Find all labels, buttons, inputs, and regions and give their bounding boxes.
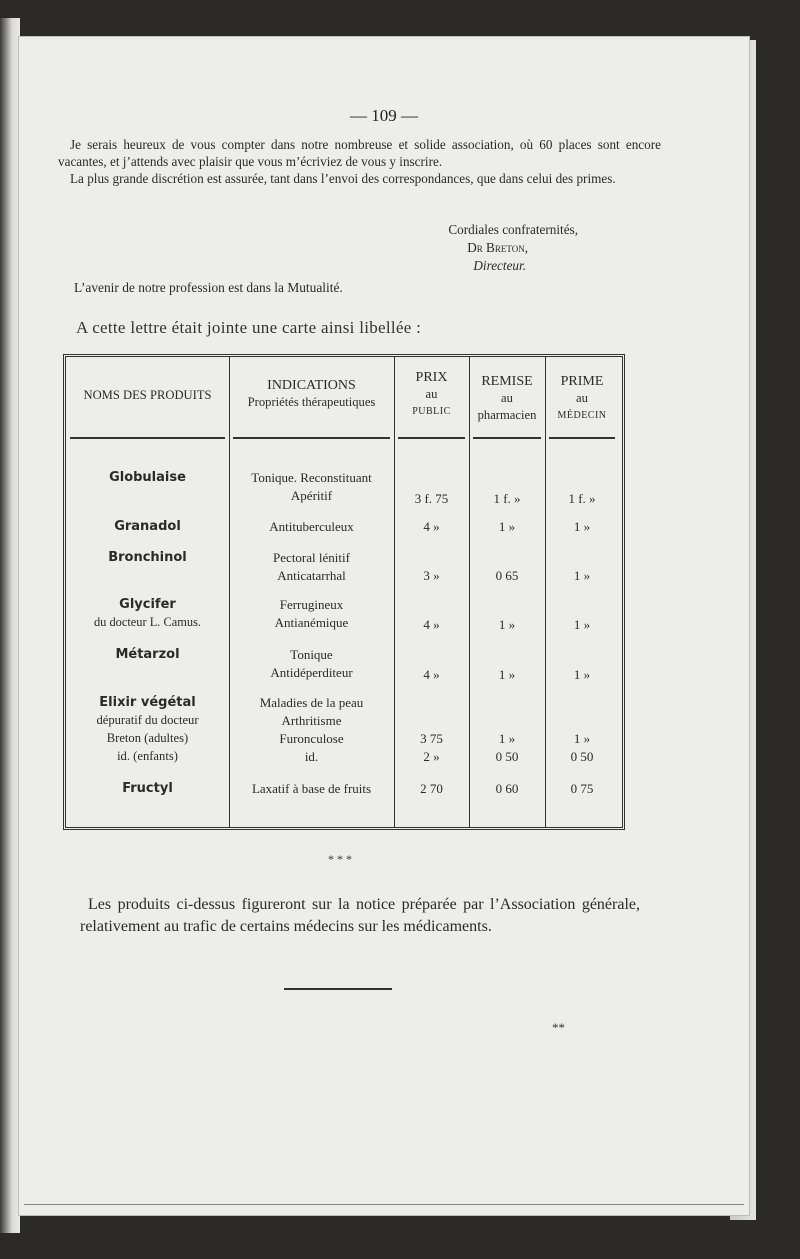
product-indication: Laxatif à base de fruits — [251, 781, 372, 796]
discount-pharmacist: 1 » — [498, 667, 516, 682]
price-public: 3 f. 75 — [414, 491, 449, 506]
product-name-detail: Breton (adultes) — [106, 731, 189, 745]
product-name-detail: id. (enfants) — [117, 749, 178, 763]
product-indication: Apéritif — [290, 488, 333, 503]
price-public: 2 70 — [420, 781, 443, 796]
header-products: NOMS DES PRODUITS — [83, 388, 212, 402]
motto: L’avenir de notre profession est dans la Mutualité. — [74, 280, 343, 295]
product-name: Granadol — [114, 519, 181, 534]
price-public: 2 » — [423, 749, 440, 764]
letter-paragraph-1: Je serais heureux de vous compter dans notre nombreuse et solide association, où 60 places sont encore vacantes, et j’attends avec plaisir que vous m’écriviez de vous y inscrire. — [58, 137, 661, 169]
product-indication: Antituberculeux — [269, 519, 354, 534]
document-page — [18, 36, 750, 1216]
price-public: 4 » — [423, 617, 440, 632]
page-bottom-edge — [24, 1204, 744, 1205]
section-separator: * * * — [328, 852, 352, 866]
price-public: 4 » — [423, 667, 440, 682]
price-public: 3 75 — [420, 731, 443, 746]
header-rule — [398, 437, 465, 439]
bonus-doctor: 0 50 — [570, 749, 594, 764]
table-intro: A cette lettre était jointe une carte ainsi libellée : — [76, 318, 422, 337]
product-name-detail: du docteur L. Camus. — [93, 615, 202, 629]
product-indication: Maladies de la peau — [259, 695, 364, 710]
page-number: — 109 — — [350, 106, 418, 125]
product-indication: Antidéperditeur — [270, 665, 353, 680]
bonus-doctor: 1 » — [573, 667, 591, 682]
product-name: Glycifer — [119, 597, 176, 612]
header-prime: PRIME au MÉDECIN — [557, 374, 607, 421]
header-remise: REMISE au pharmacien — [477, 374, 537, 422]
product-name: Globulaise — [109, 470, 186, 485]
discount-pharmacist: 0 50 — [495, 749, 519, 764]
product-indication: Furonculose — [279, 731, 344, 746]
price-public: 4 » — [423, 519, 440, 534]
closing-paragraph: Les produits ci-dessus figureront sur la notice préparée par l’Association générale, relativement au trafic de certains médecins sur les médicaments. — [80, 896, 640, 935]
product-table — [63, 354, 625, 830]
salutation: Cordiales confraternités, — [448, 222, 578, 237]
discount-pharmacist: 0 65 — [495, 568, 519, 583]
horizontal-rule — [284, 988, 392, 990]
discount-pharmacist: 1 » — [498, 617, 516, 632]
product-indication: Tonique — [290, 647, 333, 662]
product-indication: Anticatarrhal — [277, 568, 346, 583]
product-name: Bronchinol — [108, 550, 187, 565]
header-rule — [473, 437, 541, 439]
bonus-doctor: 1 f. » — [568, 491, 596, 506]
product-indication: Pectoral lénitif — [273, 550, 350, 565]
discount-pharmacist: 1 f. » — [493, 491, 521, 506]
product-indication: Antianémique — [274, 615, 349, 630]
letter-paragraph-2: La plus grande discrétion est assurée, tant dans l’envoi des correspondances, que dans celui des primes. — [70, 171, 616, 186]
footer-mark: ** — [552, 1020, 565, 1035]
price-public: 3 » — [423, 568, 440, 583]
product-indication: Arthritisme — [281, 713, 342, 728]
discount-pharmacist: 1 » — [498, 731, 516, 746]
product-name: Fructyl — [122, 781, 173, 796]
product-name: Métarzol — [115, 647, 180, 662]
product-indication: Ferrugineux — [279, 597, 344, 612]
product-name-detail: dépuratif du docteur — [96, 713, 199, 727]
product-name: Elixir végétal — [99, 695, 196, 710]
bonus-doctor: 1 » — [573, 731, 591, 746]
product-indication: Tonique. Reconstituant — [251, 470, 372, 485]
signature-title: Directeur. — [473, 258, 526, 273]
header-rule — [549, 437, 615, 439]
bonus-doctor: 1 » — [573, 519, 591, 534]
letter-body — [58, 136, 661, 187]
discount-pharmacist: 0 60 — [495, 781, 519, 796]
bonus-doctor: 0 75 — [570, 781, 594, 796]
header-prix: PRIX au PUBLIC — [412, 370, 451, 417]
product-indication: id. — [304, 749, 319, 764]
signature: Dr Breton, — [467, 240, 528, 255]
discount-pharmacist: 1 » — [498, 519, 516, 534]
header-rule — [233, 437, 390, 439]
header-indications: INDICATIONS Propriétés thérapeutiques — [247, 378, 376, 409]
header-rule — [70, 437, 225, 439]
bonus-doctor: 1 » — [573, 568, 591, 583]
bonus-doctor: 1 » — [573, 617, 591, 632]
book-gutter — [0, 18, 20, 1233]
